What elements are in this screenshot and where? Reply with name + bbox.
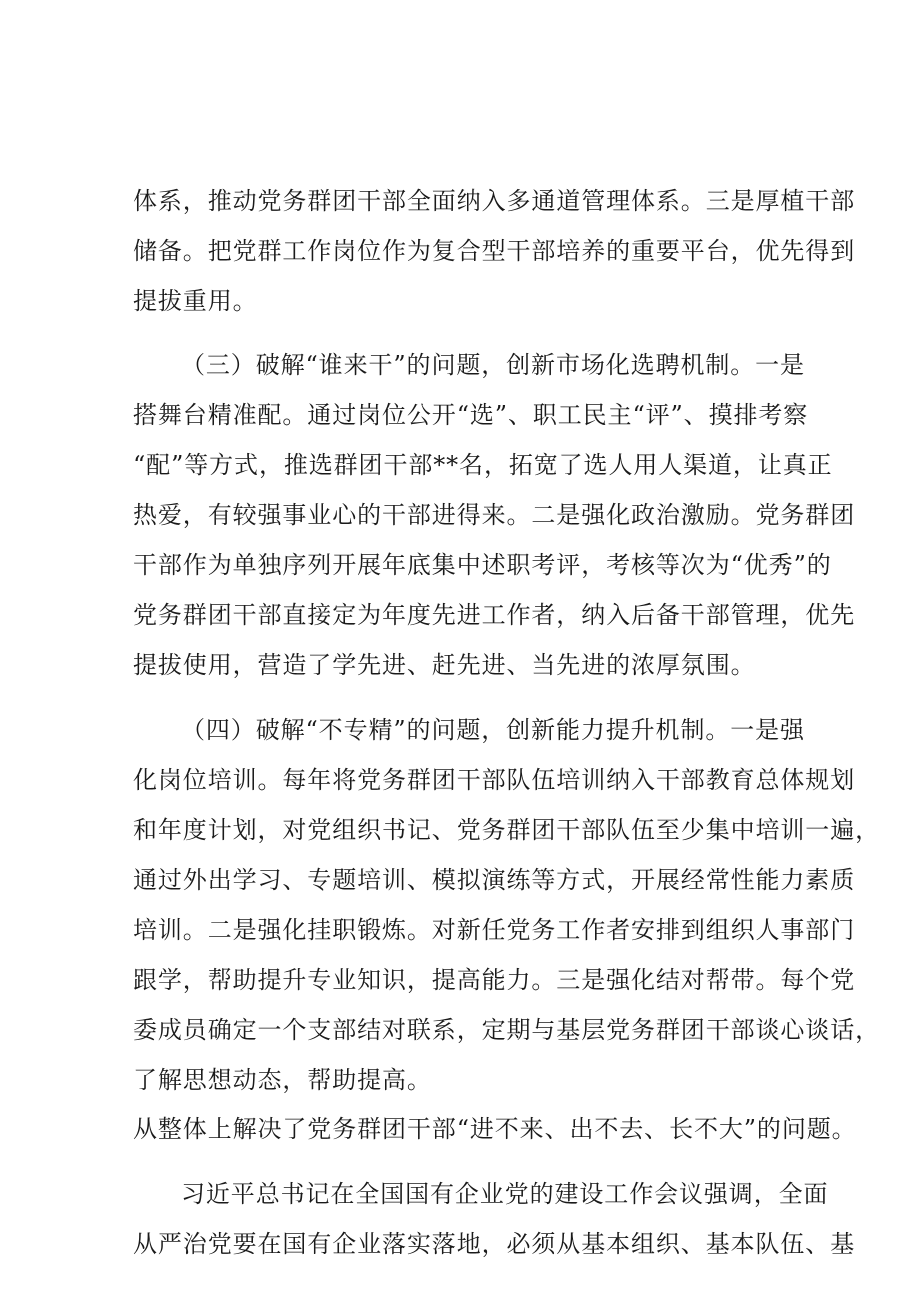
section-heading-line: （四）破解“不专精”的问题，创新能力提升机制。一是强 bbox=[181, 716, 805, 744]
text-line: 通过外出学习、专题培训、模拟演练等方式，开展经常性能力素质 bbox=[133, 866, 856, 894]
text-line: “配”等方式，推选群团干部**名，拓宽了选人用人渠道，让真正 bbox=[133, 451, 833, 479]
text-line: 委成员确定一个支部结对联系，定期与基层党务群团干部谈心谈话， bbox=[133, 1016, 880, 1044]
text-line: 从严治党要在国有企业落实落地，必须从基本组织、基本队伍、基 bbox=[133, 1230, 856, 1258]
text-line: 热爱，有较强事业心的干部进得来。二是强化政治激励。党务群团 bbox=[133, 501, 856, 529]
text-line: 提拔重用。 bbox=[133, 287, 258, 315]
text-line: 化岗位培训。每年将党务群团干部队伍培训纳入干部教育总体规划 bbox=[133, 766, 856, 794]
text-line: 党务群团干部直接定为年度先进工作者，纳入后备干部管理，优先 bbox=[133, 601, 856, 629]
summary-line: 从整体上解决了党务群团干部“进不来、出不去、长不大”的问题。 bbox=[133, 1115, 857, 1143]
text-line: 培训。二是强化挂职锻炼。对新任党务工作者安排到组织人事部门 bbox=[133, 916, 856, 944]
text-line: 干部作为单独序列开展年底集中述职考评，考核等次为“优秀”的 bbox=[133, 551, 832, 579]
text-line: 体系，推动党务群团干部全面纳入多通道管理体系。三是厚植干部 bbox=[133, 187, 856, 215]
text-line: 和年度计划，对党组织书记、党务群团干部队伍至少集中培训一遍， bbox=[133, 816, 880, 844]
text-line: 习近平总书记在全国国有企业党的建设工作会议强调，全面 bbox=[181, 1180, 829, 1208]
text-line: 储备。把党群工作岗位作为复合型干部培养的重要平台，优先得到 bbox=[133, 237, 856, 265]
text-line: 提拔使用，营造了学先进、赶先进、当先进的浓厚氛围。 bbox=[133, 651, 756, 679]
section-heading-line: （三）破解“谁来干”的问题，创新市场化选聘机制。一是 bbox=[181, 351, 805, 379]
text-line: 搭舞台精准配。通过岗位公开“选”、职工民主“评”、摸排考察 bbox=[133, 401, 809, 429]
text-line: 了解思想动态，帮助提高。 bbox=[133, 1066, 432, 1094]
text-line: 跟学，帮助提升专业知识，提高能力。三是强化结对帮带。每个党 bbox=[133, 966, 856, 994]
